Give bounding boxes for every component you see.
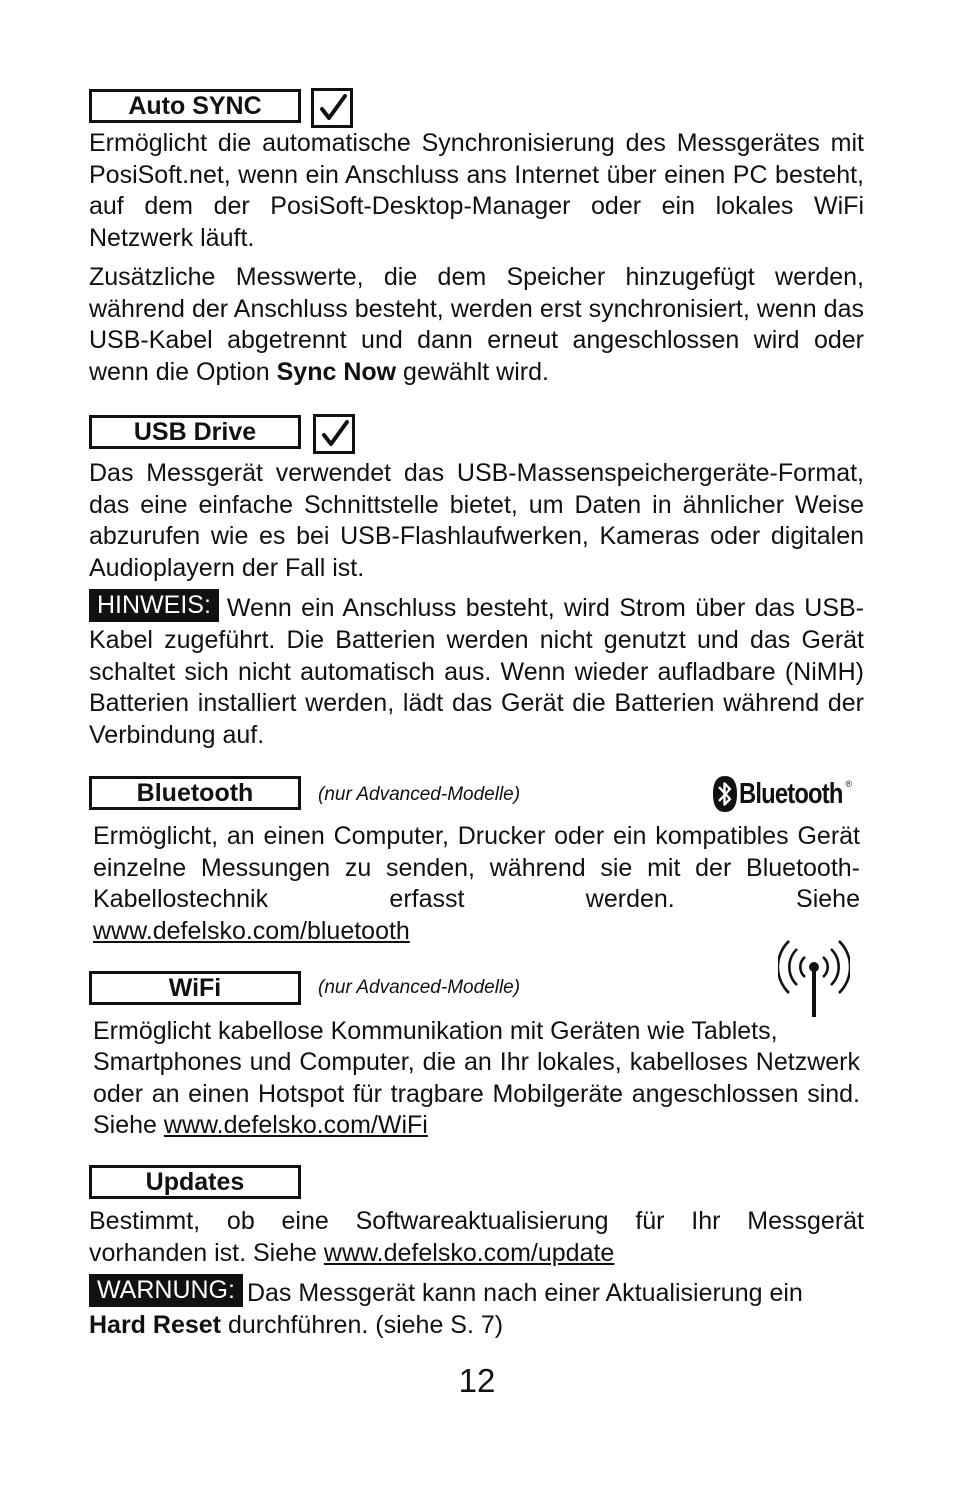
section-title-usb-drive: USB Drive: [89, 415, 301, 449]
bluetooth-link[interactable]: www.defelsko.com/bluetooth: [93, 917, 410, 945]
usb-drive-description: Das Messgerät verwendet das USB-Massenspeichergeräte-Format, das eine einfache Schnittstelle bietet, um Daten in ähnlicher Weise abzurufen wie es bei USB-Flashlaufwerken, Kameras oder digitalen Audioplayern der Fall ist.: [89, 459, 864, 582]
wifi-description: Smartphones und Computer, die an Ihr lokales, kabelloses Netzwerk oder an einen Hotspot für tragbare Mobilgeräte angeschlossen sind. Siehe www.defelsko.com/WiFi: [93, 1048, 860, 1139]
wifi-link[interactable]: www.defelsko.com/WiFi: [163, 1111, 428, 1139]
checkbox-auto-sync[interactable]: [311, 88, 353, 128]
page-number: 12: [458, 1362, 496, 1399]
bluetooth-description: Ermöglicht, an einen Computer, Drucker oder ein kompatibles Gerät einzelne Messungen zu senden, während sie mit der Bluetooth-Kabellostechnik erfasst werden. Siehe: [93, 822, 860, 913]
checkmark-icon: [318, 418, 352, 450]
checkbox-usb-drive[interactable]: [313, 414, 355, 454]
section-title-wifi: WiFi: [89, 971, 301, 1005]
bluetooth-link-line: [93, 916, 860, 948]
sync-now-option: Sync Now: [276, 357, 397, 386]
updates-description: Bestimmt, ob eine Softwareaktualisierung für Ihr Messgerät vorhanden ist. Siehe www.defelsko.com/update: [89, 1207, 864, 1267]
section-title-bluetooth: Bluetooth: [89, 776, 301, 810]
hard-reset-text: Hard Reset: [89, 1311, 221, 1339]
registered-mark: ®: [845, 779, 852, 789]
bluetooth-model-note: (nur Advanced-Modelle): [318, 784, 521, 805]
bluetooth-logo-text: Bluetooth: [739, 777, 843, 810]
auto-sync-note: Zusätzliche Messwerte, die dem Speicher hinzugefügt werden, während der Anschluss besteht, werden erst synchronisiert, wenn das USB-Kabel abgetrennt und dann erneut angeschlossen wird oder wenn die Option Sync Now gewählt wird.: [89, 263, 864, 386]
usb-drive-hint: HINWEIS: Wenn ein Anschluss besteht, wird Strom über das USB-Kabel zugeführt. Die Batterien werden nicht genutzt und das Gerät schaltet sich nicht automatisch aus. Wenn wieder aufladbare (NiMH) Batterien installiert werden, lädt das Gerät die Batterien während der Verbindung auf.: [89, 591, 864, 749]
wifi-description-line1: Ermöglicht kabellose Kommunikation mit Geräten wie Tablets,: [93, 1017, 778, 1045]
section-title-updates: Updates: [89, 1165, 301, 1199]
warning-badge: WARNUNG:: [89, 1274, 243, 1307]
checkmark-icon: [316, 92, 350, 124]
update-link[interactable]: www.defelsko.com/update: [323, 1238, 615, 1267]
auto-sync-description: Ermöglicht die automatische Synchronisierung des Messgerätes mit PosiSoft.net, wenn ein Anschluss ans Internet über einen PC besteht, auf dem der PosiSoft-Desktop-Manager oder ein lokales WiFi Netzwerk läuft.: [89, 129, 864, 252]
wireless-antenna-icon: [778, 935, 850, 1019]
hint-badge: HINWEIS:: [89, 589, 219, 622]
bluetooth-icon: [713, 776, 737, 812]
bluetooth-logo: [713, 774, 872, 814]
wifi-model-note: (nur Advanced-Modelle): [318, 977, 521, 998]
section-title-auto-sync: Auto SYNC: [89, 89, 301, 123]
updates-warning: WARNUNG: Das Messgerät kann nach einer Aktualisierung ein Hard Reset durchführen. (siehe S. 7): [89, 1276, 803, 1339]
